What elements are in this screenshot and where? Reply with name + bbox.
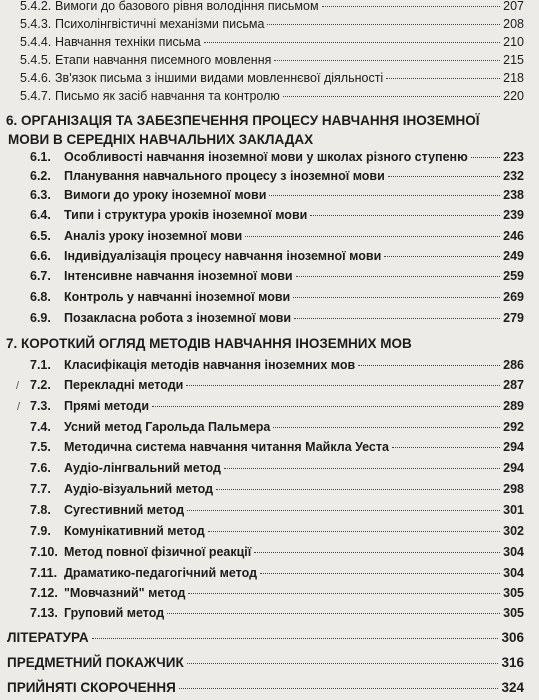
entry-page: 239 xyxy=(503,208,524,222)
toc-entry-7-5[interactable] xyxy=(30,440,524,460)
entry-number: 5.4.3. xyxy=(20,17,52,31)
entry-title: Аудіо-візуальний метод xyxy=(64,482,214,496)
dot-leader xyxy=(216,489,500,490)
entry-page: 306 xyxy=(501,630,524,645)
entry-title: Прямі методи xyxy=(64,399,150,413)
dot-leader xyxy=(204,42,500,43)
toc-entry-7-7[interactable] xyxy=(30,482,524,502)
dot-leader xyxy=(245,236,500,237)
dot-leader xyxy=(187,663,499,664)
entry-page: 301 xyxy=(503,503,524,517)
dot-leader xyxy=(392,447,500,448)
entry-title: Типи і структура уроків іноземної мови xyxy=(64,208,308,222)
entry-number: 6.6. xyxy=(30,249,51,263)
entry-page: 304 xyxy=(503,566,524,580)
toc-entry-subject-index[interactable] xyxy=(7,655,524,675)
entry-title: Драматико-педагогічний метод xyxy=(64,566,258,580)
dot-leader xyxy=(294,318,500,319)
entry-number: 5.4.4. xyxy=(20,35,52,49)
entry-page: 304 xyxy=(503,545,524,559)
entry-title: Планування навчального процесу з іноземної мови xyxy=(64,169,385,183)
entry-number: 7.13. xyxy=(30,606,58,620)
dot-leader xyxy=(269,195,500,196)
entry-page: 238 xyxy=(503,188,524,202)
entry-title: Інтенсивне навчання іноземної мови xyxy=(64,269,293,283)
chapter-6-heading-line1: 6. ОРГАНІЗАЦІЯ ТА ЗАБЕЗПЕЧЕННЯ ПРОЦЕСУ НАВЧАННЯ ІНОЗЕМНОЇ xyxy=(6,113,480,128)
dot-leader xyxy=(283,96,500,97)
entry-number: 5.4.7. xyxy=(20,89,52,103)
dot-leader xyxy=(254,552,500,553)
entry-page: 220 xyxy=(503,89,524,103)
entry-title: ПРЕДМЕТНИЙ ПОКАЖЧИК xyxy=(7,655,184,670)
toc-entry-7-11[interactable] xyxy=(30,566,524,586)
dot-leader xyxy=(322,6,501,7)
entry-number: 7.4. xyxy=(30,420,51,434)
entry-title: Методична система навчання читання Майкла Уеста xyxy=(64,440,389,454)
toc-entry-abbreviations[interactable] xyxy=(7,680,524,700)
dot-leader xyxy=(310,215,500,216)
entry-title: Письмо як засіб навчання та контролю xyxy=(55,89,280,103)
entry-page: 305 xyxy=(503,606,524,620)
dot-leader xyxy=(188,593,500,594)
dot-leader xyxy=(296,276,501,277)
chapter-7-heading[interactable] xyxy=(6,334,526,353)
entry-title: ПРИЙНЯТІ СКОРОЧЕННЯ xyxy=(7,680,176,695)
entry-number: 6.8. xyxy=(30,290,51,304)
entry-number: 5.4.6. xyxy=(20,71,52,85)
pencil-mark: / xyxy=(17,401,21,413)
dot-leader xyxy=(224,468,500,469)
entry-title: "Мовчазний" метод xyxy=(64,586,186,600)
chapter-6-heading-line2: МОВИ В СЕРЕДНІХ НАВЧАЛЬНИХ ЗАКЛАДАХ xyxy=(8,132,314,147)
entry-page: 208 xyxy=(503,17,524,31)
entry-number: 5.4.5. xyxy=(20,53,52,67)
entry-page: 324 xyxy=(501,680,524,695)
dot-leader xyxy=(179,688,499,689)
entry-page: 316 xyxy=(501,655,524,670)
toc-entry-5-4-3[interactable] xyxy=(20,17,524,35)
dot-leader xyxy=(273,427,500,428)
dot-leader xyxy=(152,406,500,407)
entry-page: 302 xyxy=(503,524,524,538)
dot-leader xyxy=(167,613,500,614)
dot-leader xyxy=(388,176,500,177)
toc-entry-5-4-2[interactable] xyxy=(20,0,524,17)
dot-leader xyxy=(358,365,500,366)
entry-number: 6.2. xyxy=(30,169,51,183)
entry-title: Перекладні методи xyxy=(64,378,184,392)
entry-title: Вимоги до базового рівня володіння письмом xyxy=(55,0,319,13)
entry-page: 210 xyxy=(503,35,524,49)
entry-title: Особливості навчання іноземної мови у школах різного ступеню xyxy=(64,150,468,164)
pencil-mark: / xyxy=(16,380,20,392)
entry-title: Метод повної фізичної реакції xyxy=(64,545,252,559)
entry-page: 286 xyxy=(503,358,524,372)
entry-page: 246 xyxy=(503,229,524,243)
dot-leader xyxy=(92,638,499,639)
toc-entry-7-1[interactable] xyxy=(30,358,524,378)
toc-entry-literature[interactable] xyxy=(7,630,524,650)
entry-title: ЛІТЕРАТУРА xyxy=(7,630,89,645)
entry-title: Аналіз уроку іноземної мови xyxy=(64,229,243,243)
dot-leader xyxy=(267,24,500,25)
entry-number: 6.7. xyxy=(30,269,51,283)
dot-leader xyxy=(384,256,500,257)
dot-leader xyxy=(274,60,500,61)
toc-entry-6-6[interactable] xyxy=(30,249,524,269)
dot-leader xyxy=(260,573,500,574)
entry-page: 294 xyxy=(503,440,524,454)
entry-title: Позакласна робота з іноземної мови xyxy=(64,311,292,325)
entry-number: 6.1. xyxy=(30,150,51,164)
entry-number: 7.12. xyxy=(30,586,58,600)
entry-number: 7.6. xyxy=(30,461,51,475)
toc-entry-5-4-4[interactable] xyxy=(20,35,524,53)
entry-title: Етапи навчання писемного мовлення xyxy=(55,53,272,67)
entry-title: Класифікація методів навчання іноземних мов xyxy=(64,358,356,372)
toc-entry-7-4[interactable] xyxy=(30,420,524,440)
entry-number: 7.8. xyxy=(30,503,51,517)
entry-number: 7.10. xyxy=(30,545,58,559)
entry-page: 207 xyxy=(503,0,524,13)
entry-page: 298 xyxy=(503,482,524,496)
entry-number: 7.2. xyxy=(30,378,51,392)
entry-number: 6.5. xyxy=(30,229,51,243)
dot-leader xyxy=(208,531,500,532)
entry-number: 7.11. xyxy=(30,566,58,580)
entry-title: Аудіо-лінгвальний метод xyxy=(64,461,221,475)
toc-entry-7-8[interactable] xyxy=(30,503,524,523)
toc-entry-7-6[interactable] xyxy=(30,461,524,481)
dot-leader xyxy=(471,157,500,158)
toc-entry-6-2[interactable] xyxy=(30,169,524,189)
entry-number: 5.4.2. xyxy=(20,0,52,13)
entry-page: 292 xyxy=(503,420,524,434)
entry-title: Груповий метод xyxy=(64,606,165,620)
entry-number: 7.3. xyxy=(30,399,51,413)
toc-entry-7-10[interactable] xyxy=(30,545,524,565)
entry-number: 6.3. xyxy=(30,188,51,202)
entry-page: 287 xyxy=(503,378,524,392)
entry-page: 305 xyxy=(503,586,524,600)
entry-number: 7.9. xyxy=(30,524,51,538)
entry-number: 6.9. xyxy=(30,311,51,325)
entry-page: 215 xyxy=(503,53,524,67)
toc-entry-6-9[interactable] xyxy=(30,311,524,331)
toc-entry-7-3[interactable] xyxy=(30,399,524,419)
toc-entry-5-4-5[interactable] xyxy=(20,53,524,71)
entry-page: 269 xyxy=(503,290,524,304)
entry-page: 279 xyxy=(503,311,524,325)
toc-entry-6-7[interactable] xyxy=(30,269,524,289)
entry-title: Навчання техніки письма xyxy=(55,35,201,49)
chapter-7-heading-text: 7. КОРОТКИЙ ОГЛЯД МЕТОДІВ НАВЧАННЯ ІНОЗЕМНИХ МОВ xyxy=(6,336,412,351)
entry-number: 7.7. xyxy=(30,482,51,496)
entry-page: 232 xyxy=(503,169,524,183)
toc-entry-5-4-7[interactable] xyxy=(20,89,524,107)
toc-entry-7-13[interactable] xyxy=(30,606,524,626)
entry-title: Психолінгвістичні механізми письма xyxy=(55,17,265,31)
entry-page: 249 xyxy=(503,249,524,263)
entry-number: 7.5. xyxy=(30,440,51,454)
toc-entry-6-4[interactable] xyxy=(30,208,524,228)
entry-number: 6.4. xyxy=(30,208,51,222)
entry-title: Контроль у навчанні іноземної мови xyxy=(64,290,291,304)
entry-title: Усний метод Гарольда Пальмера xyxy=(64,420,271,434)
entry-page: 259 xyxy=(503,269,524,283)
dot-leader xyxy=(187,510,500,511)
toc-entry-7-9[interactable] xyxy=(30,524,524,544)
toc-entry-5-4-6[interactable] xyxy=(20,71,524,89)
entry-title: Комунікативний метод xyxy=(64,524,205,538)
entry-title: Зв'язок письма з іншими видами мовленнєвої діяльності xyxy=(55,71,384,85)
entry-page: 223 xyxy=(503,150,524,164)
chapter-6-heading[interactable] xyxy=(6,111,526,149)
entry-number: 7.1. xyxy=(30,358,51,372)
toc-entry-6-1[interactable] xyxy=(30,150,524,170)
entry-page: 289 xyxy=(503,399,524,413)
toc-entry-6-3[interactable] xyxy=(30,188,524,208)
dot-leader xyxy=(186,385,500,386)
toc-entry-7-2[interactable] xyxy=(30,378,524,398)
toc-entry-6-8[interactable] xyxy=(30,290,524,310)
toc-entry-7-12[interactable] xyxy=(30,586,524,606)
toc-entry-6-5[interactable] xyxy=(30,229,524,249)
entry-title: Вимоги до уроку іноземної мови xyxy=(64,188,267,202)
entry-page: 294 xyxy=(503,461,524,475)
entry-title: Індивідуалізація процесу навчання іноземної мови xyxy=(64,249,382,263)
dot-leader xyxy=(386,78,500,79)
entry-title: Сугестивний метод xyxy=(64,503,185,517)
entry-page: 218 xyxy=(503,71,524,85)
dot-leader xyxy=(293,297,500,298)
